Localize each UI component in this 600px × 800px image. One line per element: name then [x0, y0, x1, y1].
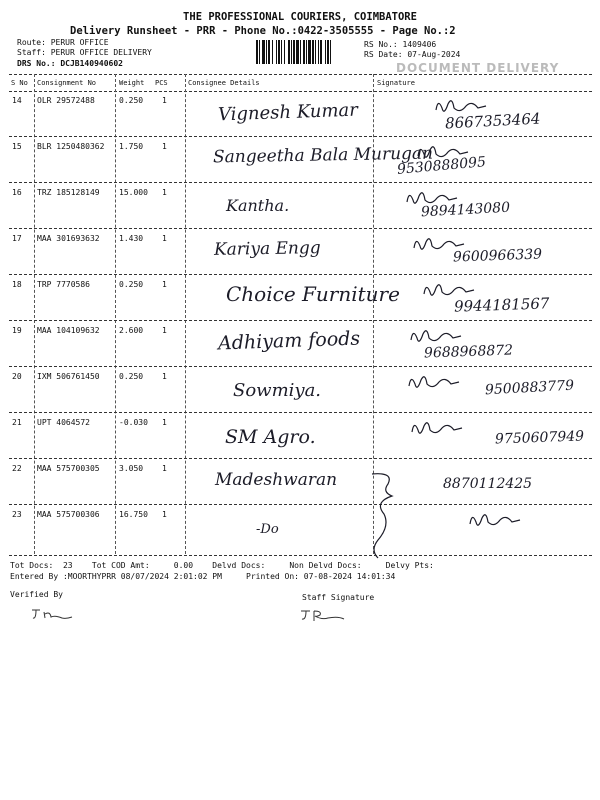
weight-value: 0.250 [119, 372, 144, 381]
row-serial-number: 21 [12, 418, 22, 427]
weight-value: 1.430 [119, 234, 144, 243]
consignment-number: TRP 7770586 [37, 280, 90, 289]
pieces-count: 1 [162, 188, 167, 197]
pieces-count: 1 [162, 464, 167, 473]
receiver-signature-scribble [405, 370, 465, 398]
pieces-count: 1 [162, 96, 167, 105]
totals-line: Tot Docs: 23 Tot COD Amt: 0.00 Delvd Docs: Non Delvd Docs: Delvy Pts: [10, 561, 434, 570]
rs-date: RS Date: 07-Aug-2024 [364, 50, 461, 59]
column-divider [185, 74, 186, 554]
weight-value: 15.000 [119, 188, 148, 197]
weight-value: 16.750 [119, 510, 148, 519]
staff-label: Staff: PERUR OFFICE DELIVERY [17, 48, 152, 57]
row-divider [9, 458, 592, 459]
receiver-signature-scribble [408, 416, 468, 444]
row-divider [9, 412, 592, 413]
consignee-name: Kariya Engg [213, 238, 321, 260]
weight-value: 0.250 [119, 280, 144, 289]
verified-by-label: Verified By [10, 590, 63, 599]
weight-value: 1.750 [119, 142, 144, 151]
rs-number: RS No.: 1409406 [364, 40, 437, 49]
weight-value: 0.250 [119, 96, 144, 105]
table-top-rule [9, 74, 592, 75]
staff-signature-label: Staff Signature [302, 593, 375, 602]
consignee-name: Sangeetha Bala Murugan [212, 143, 434, 168]
table-bottom-rule [9, 555, 592, 556]
col-weight: Weight [119, 79, 145, 87]
receiver-phone: 9530888095 [396, 154, 487, 178]
consignment-number: MAA 575700306 [37, 510, 100, 519]
pieces-count: 1 [162, 280, 167, 289]
receiver-signature-scribble [466, 508, 526, 536]
pieces-count: 1 [162, 372, 167, 381]
row-divider [9, 182, 592, 183]
column-divider [115, 74, 116, 554]
consignee-name: Sowmiya. [233, 380, 322, 401]
pieces-count: 1 [162, 326, 167, 335]
consignment-number: UPT 4064572 [37, 418, 90, 427]
receiver-phone: 9894143080 [420, 199, 511, 221]
consignee-name: Vignesh Kumar [217, 99, 359, 126]
row-serial-number: 19 [12, 326, 22, 335]
consignee-name: Choice Furniture [226, 282, 400, 306]
row-divider [9, 228, 592, 229]
row-serial-number: 23 [12, 510, 22, 519]
entered-by-line: Entered By :MOORTHYPRR 08/07/2024 2:01:02 PM Printed On: 07-08-2024 14:01:34 [10, 572, 396, 581]
consignment-number: MAA 104109632 [37, 326, 100, 335]
receiver-signature-scribble [403, 186, 463, 214]
consignee-name: -Do [256, 522, 279, 537]
receiver-signature-scribble [432, 94, 492, 122]
col-pcs: PCS [155, 79, 168, 87]
receiver-signature-scribble [420, 278, 480, 306]
weight-value: 2.600 [119, 326, 144, 335]
row-serial-number: 15 [12, 142, 22, 151]
row-serial-number: 16 [12, 188, 22, 197]
runsheet-subtitle: Delivery Runsheet - PRR - Phone No.:0422-3505555 - Page No.:2 [70, 25, 456, 37]
consignee-name: Madeshwaran [215, 470, 338, 490]
receiver-signature-scribble [407, 324, 467, 352]
consignee-name: SM Agro. [225, 426, 316, 448]
consignment-number: OLR 29572488 [37, 96, 95, 105]
row-divider [9, 320, 592, 321]
pieces-count: 1 [162, 142, 167, 151]
row-serial-number: 17 [12, 234, 22, 243]
receiver-phone: 8870112425 [443, 476, 533, 492]
row-serial-number: 20 [12, 372, 22, 381]
receiver-phone: 9500883779 [484, 377, 575, 399]
row-divider [9, 274, 592, 275]
col-sno: S No [11, 79, 28, 87]
consignment-number: TRZ 185128149 [37, 188, 100, 197]
receiver-phone: 9600966339 [452, 246, 543, 266]
col-consignment: Consignment No [37, 79, 97, 87]
receiver-signature-scribble [410, 232, 470, 260]
row-serial-number: 18 [12, 280, 22, 289]
pieces-count: 1 [162, 510, 167, 519]
consignee-name: Adhiyam foods [217, 327, 361, 355]
consignee-name: Kantha. [226, 196, 290, 215]
pieces-count: 1 [162, 234, 167, 243]
weight-value: 3.050 [119, 464, 144, 473]
pieces-count: 1 [162, 418, 167, 427]
verifier-initials-signature [30, 606, 74, 622]
row-serial-number: 14 [12, 96, 22, 105]
receiver-phone: 9688968872 [423, 342, 514, 362]
column-divider [34, 74, 35, 554]
row-serial-number: 22 [12, 464, 22, 473]
drs-number: DRS No.: DCJB140940602 [17, 59, 123, 68]
consignment-number: MAA 301693632 [37, 234, 100, 243]
receiver-phone: 9750607949 [494, 428, 585, 448]
table-header-rule [9, 91, 592, 92]
barcode [256, 40, 358, 64]
company-title: THE PROFESSIONAL COURIERS, COIMBATORE [183, 11, 417, 23]
row-divider [9, 366, 592, 367]
receiver-phone: 8667353464 [444, 109, 541, 133]
route-label: Route: PERUR OFFICE [17, 38, 109, 47]
staff-initials-signature [298, 606, 348, 624]
weight-value: -0.030 [119, 418, 148, 427]
row-divider [9, 136, 592, 137]
col-signature: Signature [377, 79, 415, 87]
col-consignee: Consignee Details [188, 79, 260, 87]
row-divider [9, 504, 592, 505]
consignment-number: MAA 575700305 [37, 464, 100, 473]
document-delivery-stamp: DOCUMENT DELIVERY [396, 61, 560, 75]
consignment-number: IXM 506761450 [37, 372, 100, 381]
consignment-number: BLR 1250480362 [37, 142, 105, 151]
receiver-signature-scribble [414, 140, 474, 168]
receiver-phone: 9944181567 [453, 294, 550, 316]
